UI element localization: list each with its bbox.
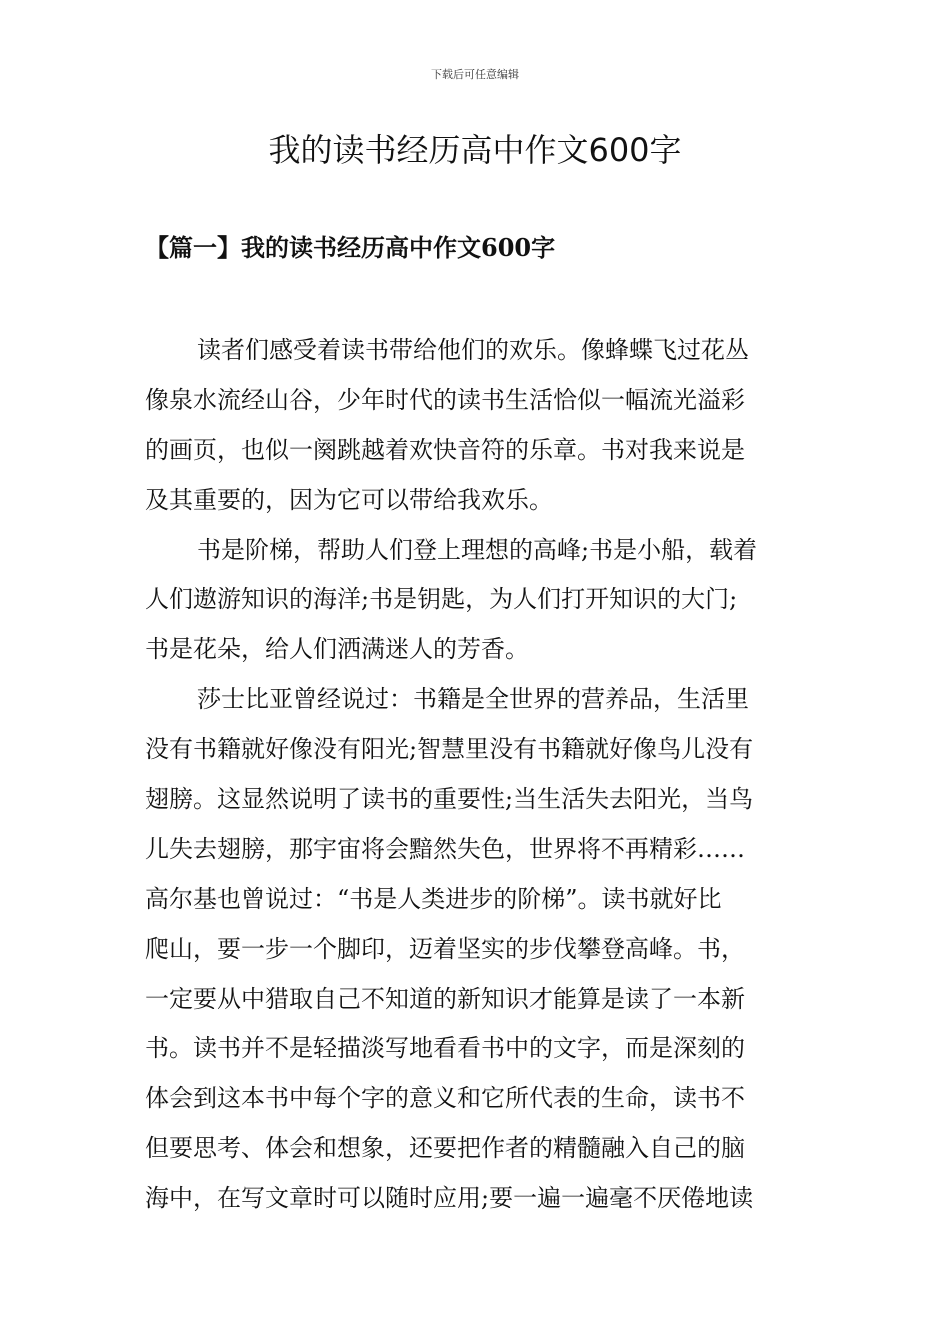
text-line: 但要思考、体会和想象，还要把作者的精髓融入自己的脑 xyxy=(145,1134,745,1163)
text-line: 人们遨游知识的海洋;书是钥匙，为人们打开知识的大门; xyxy=(145,585,738,614)
text-line: 爬山，要一步一个脚印，迈着坚实的步伐攀登高峰。书， xyxy=(145,934,745,963)
paragraph-2 xyxy=(145,526,810,676)
text-line: 海中，在写文章时可以随时应用;要一遍一遍毫不厌倦地读 xyxy=(145,1184,754,1213)
body-text xyxy=(145,326,810,1224)
text-line: 像泉水流经山谷，少年时代的读书生活恰似一幅流光溢彩 xyxy=(145,385,745,414)
text-line: 没有书籍就好像没有阳光;智慧里没有书籍就好像鸟儿没有 xyxy=(145,735,754,764)
header-note: 下载后可任意编辑 xyxy=(431,68,519,81)
text-line: 书。读书并不是轻描淡写地看看书中的文字，而是深刻的 xyxy=(145,1034,745,1063)
text-line: 读者们感受着读书带给他们的欢乐。像蜂蝶飞过花丛 xyxy=(197,336,749,364)
text-line: 体会到这本书中每个字的意义和它所代表的生命，读书不 xyxy=(145,1084,745,1113)
text-line: 高尔基也曾说过：“书是人类进步的阶梯”。读书就好比 xyxy=(145,884,722,913)
text-line: 一定要从中猎取自己不知道的新知识才能算是读了一本新 xyxy=(145,984,745,1013)
paragraph-3 xyxy=(145,675,810,1224)
text-line: 的画页，也似一阕跳越着欢快音符的乐章。书对我来说是 xyxy=(145,435,745,464)
text-line: 莎士比亚曾经说过：书籍是全世界的营养品，生活里 xyxy=(197,685,749,714)
document-title: 我的读书经历高中作文600字 xyxy=(268,131,682,169)
text-line: 儿失去翅膀，那宇宙将会黯然失色，世界将不再精彩…… xyxy=(145,834,745,863)
text-line: 及其重要的，因为它可以带给我欢乐。 xyxy=(145,485,553,514)
text-line: 书是花朵，给人们洒满迷人的芳香。 xyxy=(145,635,529,664)
paragraph-1 xyxy=(145,326,810,526)
section-heading: 【篇一】我的读书经历高中作文600字 xyxy=(145,233,556,262)
text-line: 翅膀。这显然说明了读书的重要性;当生活失去阳光，当鸟 xyxy=(145,785,754,814)
text-line: 书是阶梯，帮助人们登上理想的高峰;书是小船，载着 xyxy=(197,535,758,564)
